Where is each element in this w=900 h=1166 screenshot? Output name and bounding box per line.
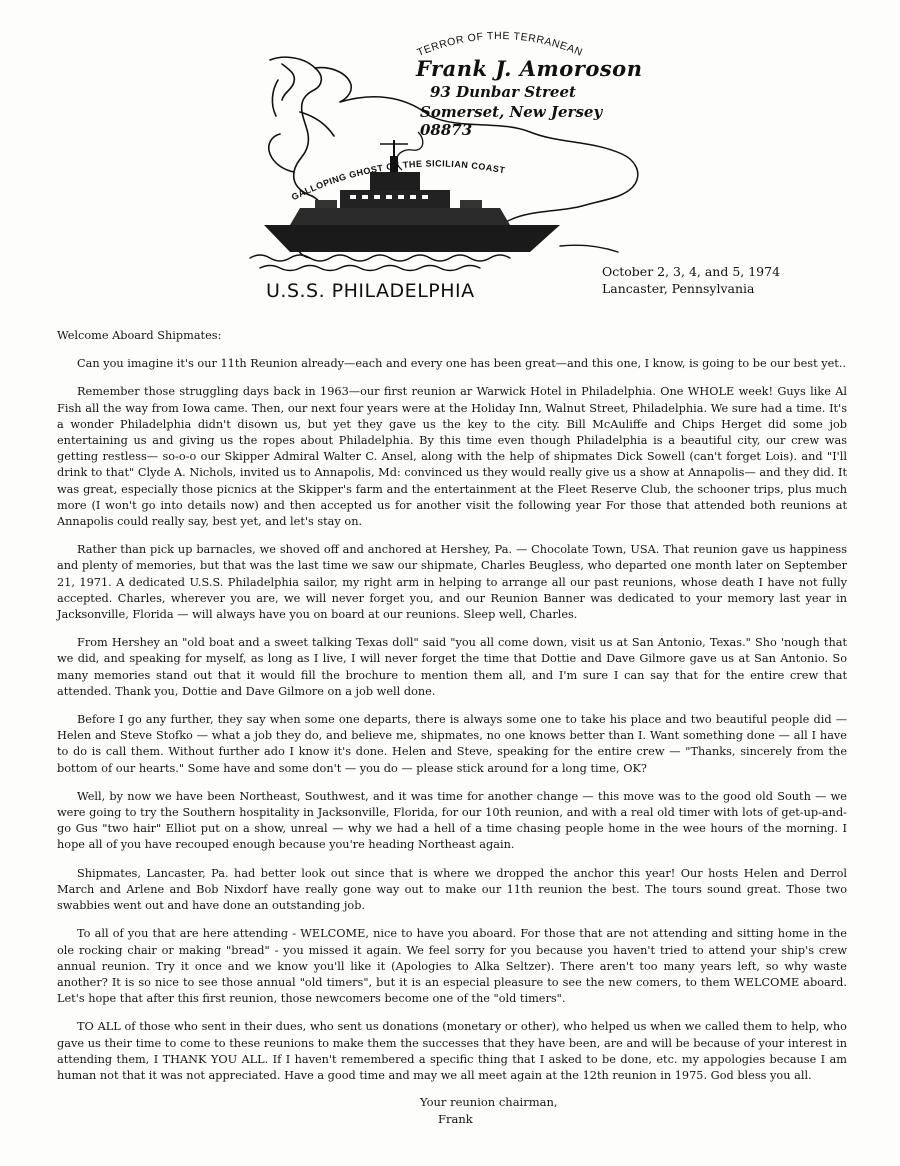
arc-mid-label: GALLOPING GHOST OF THE SICILIAN COAST	[289, 158, 507, 203]
sender-city: Somerset, New Jersey 08873	[420, 103, 603, 139]
ship-name: U.S.S. PHILADELPHIA	[266, 280, 475, 302]
paragraph: Remember those struggling days back in 1963—our first reunion ar Warwick Hotel in Philadelphia. One WHOLE week! Guys like Al Fish all the way from Iowa came. Then, our next four years were at the Holiday Inn, Walnut Street, Philadelphia. We sure had a time. It's a wonder Philadelphia didn't disown us, but yet they gave us the key to the city. Bill McAuliffe and Chips Herget did some job entertaining us and giving us the ropes about Philadelphia. By this time even though Philadelphia is a beautiful city, our crew was getting restless— so-o-o our Skipper Admiral Walter C. Ansel, along with the help of shipmates Dick Sowell (can't forget Lois). and "I'll drink to that" Clyde A. Nichols, invited us to Annapolis, Md: convinced us they would really give us a show at Annapolis— and they did. It was great, especially those picnics at the Skipper's farm and the entertainment at the Fleet Reserve Club, the schooner trips, plus much more (I won't go into details now) and then accepted us for another visit the following year For those that attended both reunions at Annapolis could really say, best yet, and let's stay on.	[57, 385, 847, 529]
svg-text:GALLOPING GHOST OF THE SICILIA	[290, 158, 506, 202]
paragraph: Well, by now we have been Northeast, Southwest, and it was time for another change — this move was to the good old South — we were going to try the Southern hospitality in Jacksonville, Florida, for our 10th reunion, and with a real old timer with lots of get-up-and-go Gus "two hair" Elliot put on a show, unreal — why we had a hell of a time chasing people home in the wee hours of the morning. I hope all of you have recouped enough because you're heading Northeast again.	[57, 789, 847, 852]
letter-body	[57, 328, 847, 1096]
signature: Frank	[438, 1112, 473, 1126]
arc-top-label: TERROR OF THE TERRANEAN	[415, 29, 585, 59]
event-info	[602, 263, 780, 297]
paragraph: Can you imagine it's our 11th Reunion already—each and every one has been great—and this one, I know, is going to be our best yet..	[77, 357, 847, 371]
paragraph: TO ALL of those who sent in their dues, who sent us donations (monetary or other), who helped us when we called them to help, who gave us their time to come to these reunions to make them the successes that they have been, are and will be because of your interest in attending them, I THANK YOU ALL. If I haven't remembered a specific thing that I asked to be done, etc. my appologies because I am human not that it was not appreciated. Have a good time and may we all meet again at the 12th reunion in 1975. God bless you all.	[57, 1020, 847, 1082]
sender-address-block	[416, 56, 650, 139]
event-location: Lancaster, Pennsylvania	[602, 281, 755, 296]
paragraph: To all of you that are here attending - WELCOME, nice to have you aboard. For those that are not attending and sitting home in the ole rocking chair or making "bread" - you missed it again. We feel sorry for you because you haven't tried to attend your ship's crew annual reunion. Try it once and we know you'll like it (Apologies to Alka Seltzer). There aren't too many years left, so why waste another? It is so nice to see those annual "old timers", but it is an especial pleasure to see the new comers, to them WELCOME aboard. Let's hope that after this first reunion, those newcomers become one of the "old timers".	[57, 927, 847, 1006]
closing-block	[420, 1094, 558, 1128]
event-dates: October 2, 3, 4, and 5, 1974	[602, 264, 781, 279]
letterhead	[230, 20, 650, 310]
paragraph: Before I go any further, they say when some one departs, there is always some one to take his place and two beautiful people did — Helen and Steve Stofko — what a job they do, and believe me, shipmates, no one knows better than I. Want something done — all I have to do is call them. Without further ado I know it's done. Helen and Steve, speaking for the entire crew — "Thanks, sincerely from the bottom of our hearts." Some have and some don't — you do — please stick around for a long time, OK?	[57, 713, 847, 775]
paragraph: Rather than pick up barnacles, we shoved off and anchored at Hershey, Pa. — Chocolate Town, USA. That reunion gave us happiness and plenty of memories, but that was the last time we saw our shipmate, Charles Beugless, who departed one month later on September 21, 1971. A dedicated U.S.S. Philadelphia sailor, my right arm in helping to arrange all our past reunions, whose death I have not fully accepted. Charles, wherever you are, we will never forget you, and our Reunion Banner was dedicated to your memory last year in Jacksonville, Florida — will always have you on board at our reunions. Sleep well, Charles.	[57, 543, 847, 622]
paragraph: Shipmates, Lancaster, Pa. had better look out since that is where we dropped the anchor this year! Our hosts Helen and Derrol March and Arlene and Bob Nixdorf have really gone way out to make our 11th reunion the best. The tours sound great. Those two swabbies went out and have done an outstanding job.	[57, 866, 847, 913]
salutation: Welcome Aboard Shipmates:	[57, 329, 222, 342]
arc-mid-text	[270, 138, 530, 218]
paragraph: From Hershey an "old boat and a sweet talking Texas doll" said "you all come down, visit us at San Antonio, Texas." Sho 'nough that we did, and speaking for myself, as long as I live, I will never forget the time that Dottie and Dave Gilmore gave us at San Antonio. So many memories stand out that it would fill the brochure to mention them all, and I'm sure I can say that for the entire crew that attended. Thank you, Dottie and Dave Gilmore on a job well done.	[57, 636, 847, 698]
svg-text:TERROR OF THE TERRANEAN	[416, 30, 585, 59]
sender-street: 93 Dunbar Street	[430, 83, 576, 101]
closing-line: Your reunion chairman,	[420, 1095, 558, 1109]
sender-name: Frank J. Amoroson	[416, 56, 643, 81]
